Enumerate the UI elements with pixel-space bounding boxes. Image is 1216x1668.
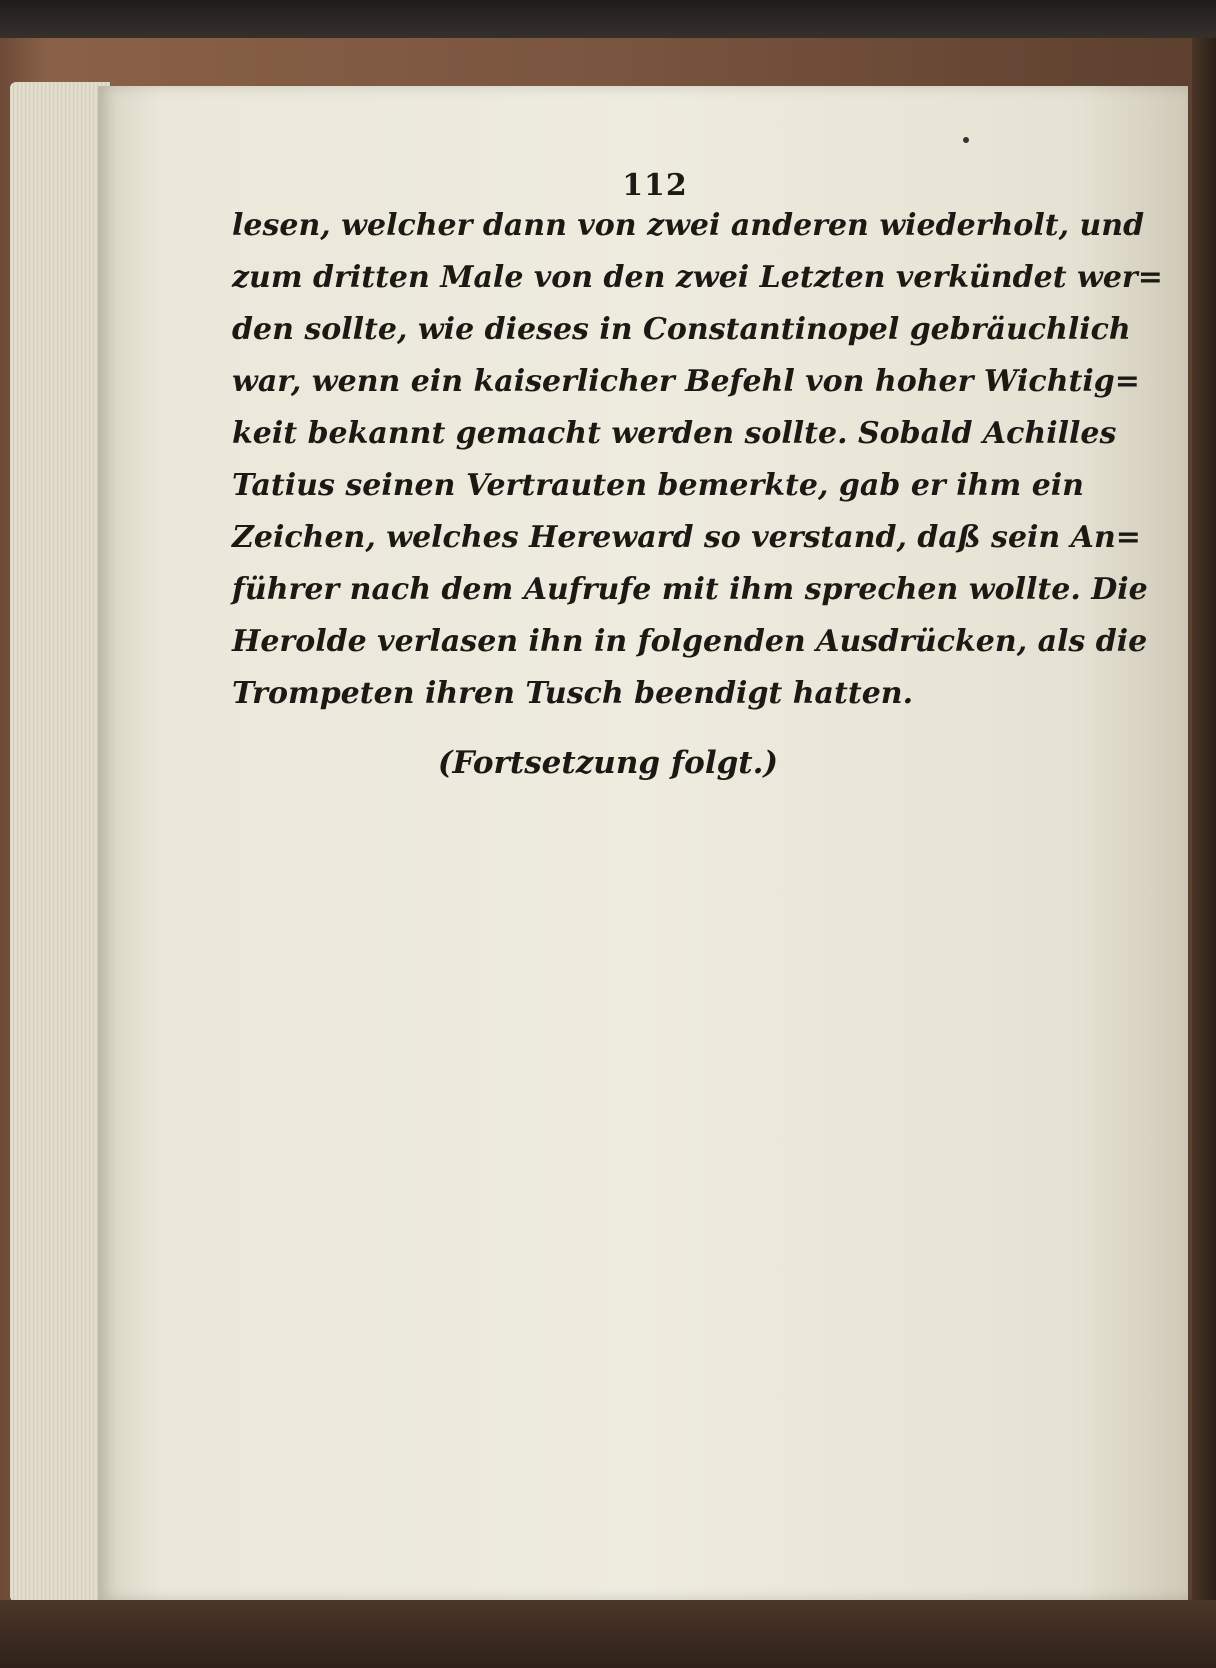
text-line: den sollte, wie dieses in Constantinopel gebräuchlich [232,312,1131,347]
text-line: Zeichen, welches Hereward so verstand, daß sein An= [232,520,1141,555]
text-line: lesen, welcher dann von zwei anderen wiederholt, und [232,208,1145,243]
text-line: keit bekannt gemacht werden sollte. Sobald Achilles [232,416,1117,451]
continuation-note: (Fortsetzung folgt.) [437,745,779,781]
page-stack-edge [10,82,110,1602]
text-line: zum dritten Male von den zwei Letzten verkündet wer= [232,260,1163,295]
text-line: Tatius seinen Vertrauten bemerkte, gab er ihm ein [232,468,1084,503]
book-bottom-edge [0,1600,1216,1668]
text-line: Trompeten ihren Tusch beendigt hatten. [232,676,914,711]
text-line: führer nach dem Aufrufe mit ihm sprechen wollte. Die [232,572,1148,607]
book-cover-edge [1192,38,1216,1668]
body-text [232,200,1163,720]
ink-spot [963,137,969,143]
text-line: Herolde verlasen ihn in folgenden Ausdrücken, als die [232,624,1148,659]
text-line: war, wenn ein kaiserlicher Befehl von hoher Wichtig= [232,364,1140,399]
page-number: 112 [622,168,688,203]
show-through-text [230,600,1148,1430]
